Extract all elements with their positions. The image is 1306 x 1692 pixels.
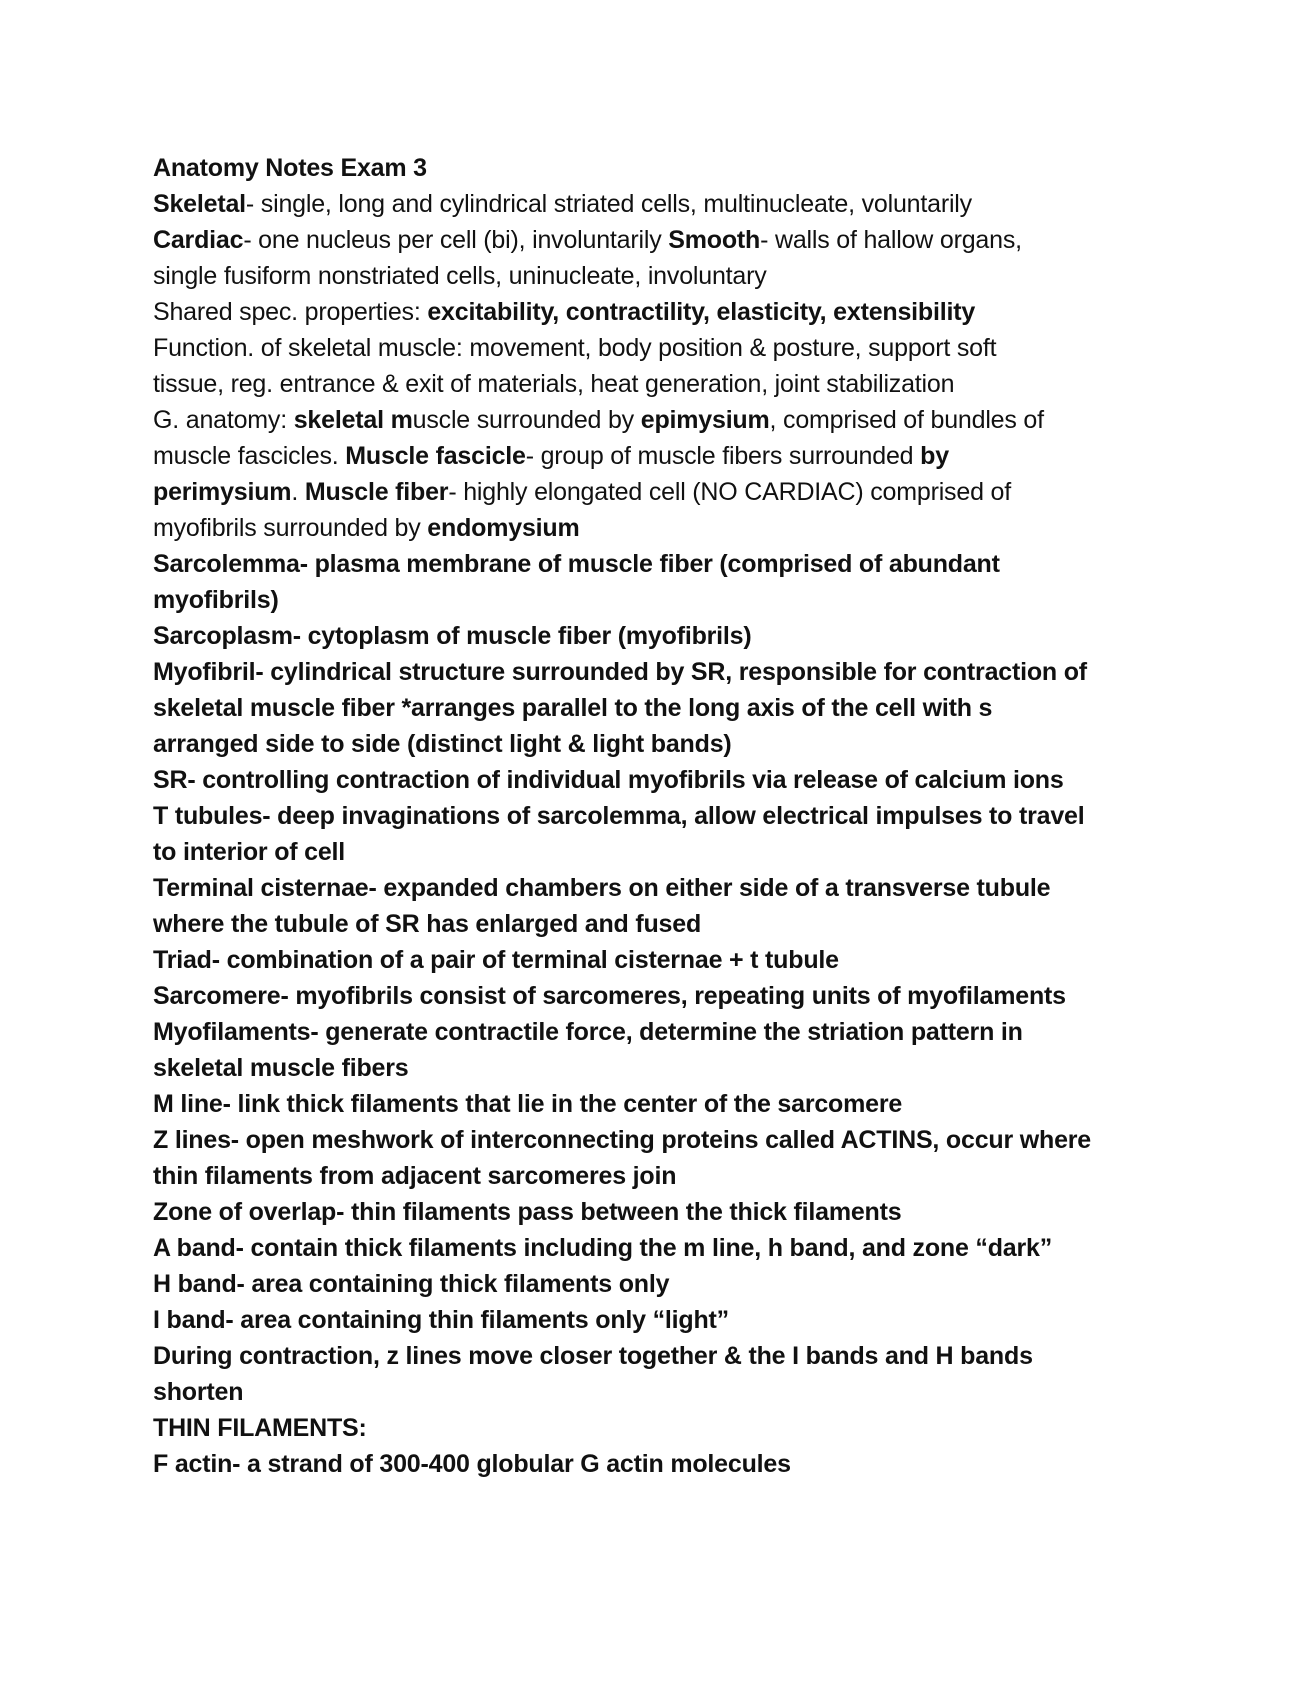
note-line xyxy=(153,726,1163,762)
note-text: G. anatomy: xyxy=(153,406,294,434)
note-term: skeletal muscle fibers xyxy=(153,1054,409,1082)
note-term: skeletal m xyxy=(293,406,413,434)
note-text: - group of muscle fibers surrounded xyxy=(525,442,921,470)
note-line xyxy=(153,1446,1163,1482)
note-text: single fusiform nonstriated cells, uninucleate, involuntary xyxy=(153,262,767,290)
note-text: - one nucleus per cell (bi), involuntarily xyxy=(243,226,669,254)
note-term: shorten xyxy=(153,1378,244,1406)
note-term: myofibrils) xyxy=(153,586,279,614)
note-text: , comprised of bundles of xyxy=(769,406,1044,434)
note-text: Function. of skeletal muscle: movement, body position & posture, support soft xyxy=(153,334,997,362)
note-line xyxy=(153,438,1163,474)
note-term: I band- area containing thin filaments only “light” xyxy=(153,1306,729,1334)
note-line xyxy=(153,294,1163,330)
note-text: - highly elongated cell (NO CARDIAC) comprised of xyxy=(448,478,1011,506)
note-term: Terminal cisternae- expanded chambers on either side of a transverse tubule xyxy=(153,874,1051,902)
note-term: Z lines- open meshwork of interconnecting proteins called ACTINS, occur where xyxy=(153,1126,1092,1154)
note-line xyxy=(153,1086,1163,1122)
note-term: Muscle fascicle xyxy=(345,442,526,470)
note-term: arranged side to side (distinct light & light bands) xyxy=(153,730,732,758)
note-line xyxy=(153,474,1163,510)
document-title: Anatomy Notes Exam 3 xyxy=(153,154,427,182)
note-term: to interior of cell xyxy=(153,838,346,866)
note-text: uscle surrounded by xyxy=(412,406,641,434)
note-term: skeletal muscle fiber *arranges parallel to the long axis of the cell with s xyxy=(153,694,993,722)
document-page xyxy=(153,150,1163,1482)
note-term: Muscle fiber xyxy=(304,478,449,506)
note-line xyxy=(153,870,1163,906)
note-line xyxy=(153,762,1163,798)
note-text: - walls of hallow organs, xyxy=(760,226,1022,254)
note-term: SR- controlling contraction of individual myofibrils via release of calcium ions xyxy=(153,766,1064,794)
note-line xyxy=(153,582,1163,618)
note-term: excitability, contractility, elasticity, extensibility xyxy=(427,298,976,326)
note-line xyxy=(153,402,1163,438)
note-text: Shared spec. properties: xyxy=(153,298,428,326)
note-text: muscle fascicles. xyxy=(153,442,346,470)
note-term: perimysium xyxy=(153,478,292,506)
note-line xyxy=(153,1374,1163,1410)
note-term: Sarcoplasm- cytoplasm of muscle fiber (myofibrils) xyxy=(153,622,752,650)
note-line xyxy=(153,546,1163,582)
note-line xyxy=(153,366,1163,402)
note-line xyxy=(153,1122,1163,1158)
note-line xyxy=(153,1302,1163,1338)
note-term: thin filaments from adjacent sarcomeres join xyxy=(153,1162,677,1190)
note-term: Triad- combination of a pair of terminal cisternae + t tubule xyxy=(153,946,839,974)
note-line xyxy=(153,798,1163,834)
note-term: by xyxy=(920,442,949,470)
note-term: Zone of overlap- thin filaments pass between the thick filaments xyxy=(153,1198,902,1226)
note-term: Sarcomere- myofibrils consist of sarcomeres, repeating units of myofilaments xyxy=(153,982,1066,1010)
note-line xyxy=(153,1338,1163,1374)
note-line xyxy=(153,222,1163,258)
note-term: M line- link thick filaments that lie in the center of the sarcomere xyxy=(153,1090,903,1118)
note-text: tissue, reg. entrance & exit of materials, heat generation, joint stabilization xyxy=(153,370,955,398)
note-term: where the tubule of SR has enlarged and fused xyxy=(153,910,702,938)
note-term: Cardiac xyxy=(153,226,244,254)
note-term: Myofilaments- generate contractile force, determine the striation pattern in xyxy=(153,1018,1023,1046)
note-line xyxy=(153,1266,1163,1302)
note-term: F actin- a strand of 300-400 globular G actin molecules xyxy=(153,1450,791,1478)
note-term: Skeletal xyxy=(153,190,246,218)
note-line xyxy=(153,186,1163,222)
note-text: - single, long and cylindrical striated cells, multinucleate, voluntarily xyxy=(245,190,972,218)
note-line xyxy=(153,1230,1163,1266)
note-line xyxy=(153,834,1163,870)
note-term: During contraction, z lines move closer together & the I bands and H bands xyxy=(153,1342,1033,1370)
note-line xyxy=(153,618,1163,654)
notes-body xyxy=(153,186,1163,1482)
note-term: Myofibril- cylindrical structure surrounded by SR, responsible for contraction of xyxy=(153,658,1087,686)
note-line xyxy=(153,1194,1163,1230)
note-term: H band- area containing thick filaments only xyxy=(153,1270,670,1298)
note-line xyxy=(153,1158,1163,1194)
note-line xyxy=(153,1410,1163,1446)
note-text: myofibrils surrounded by xyxy=(153,514,428,542)
note-term: A band- contain thick filaments including the m line, h band, and zone “dark” xyxy=(153,1234,1053,1262)
note-term: Sarcolemma- plasma membrane of muscle fiber (comprised of abundant xyxy=(153,550,1000,578)
note-line xyxy=(153,1014,1163,1050)
note-term: epimysium xyxy=(640,406,770,434)
note-line xyxy=(153,510,1163,546)
note-text: . xyxy=(291,478,305,506)
note-line xyxy=(153,654,1163,690)
note-term: endomysium xyxy=(427,514,580,542)
note-line xyxy=(153,978,1163,1014)
note-line xyxy=(153,690,1163,726)
note-line xyxy=(153,1050,1163,1086)
note-line xyxy=(153,942,1163,978)
note-term: THIN FILAMENTS: xyxy=(153,1414,367,1442)
note-term: Smooth xyxy=(668,226,761,254)
note-line xyxy=(153,330,1163,366)
note-line xyxy=(153,906,1163,942)
note-line xyxy=(153,258,1163,294)
note-term: T tubules- deep invaginations of sarcolemma, allow electrical impulses to travel xyxy=(153,802,1085,830)
